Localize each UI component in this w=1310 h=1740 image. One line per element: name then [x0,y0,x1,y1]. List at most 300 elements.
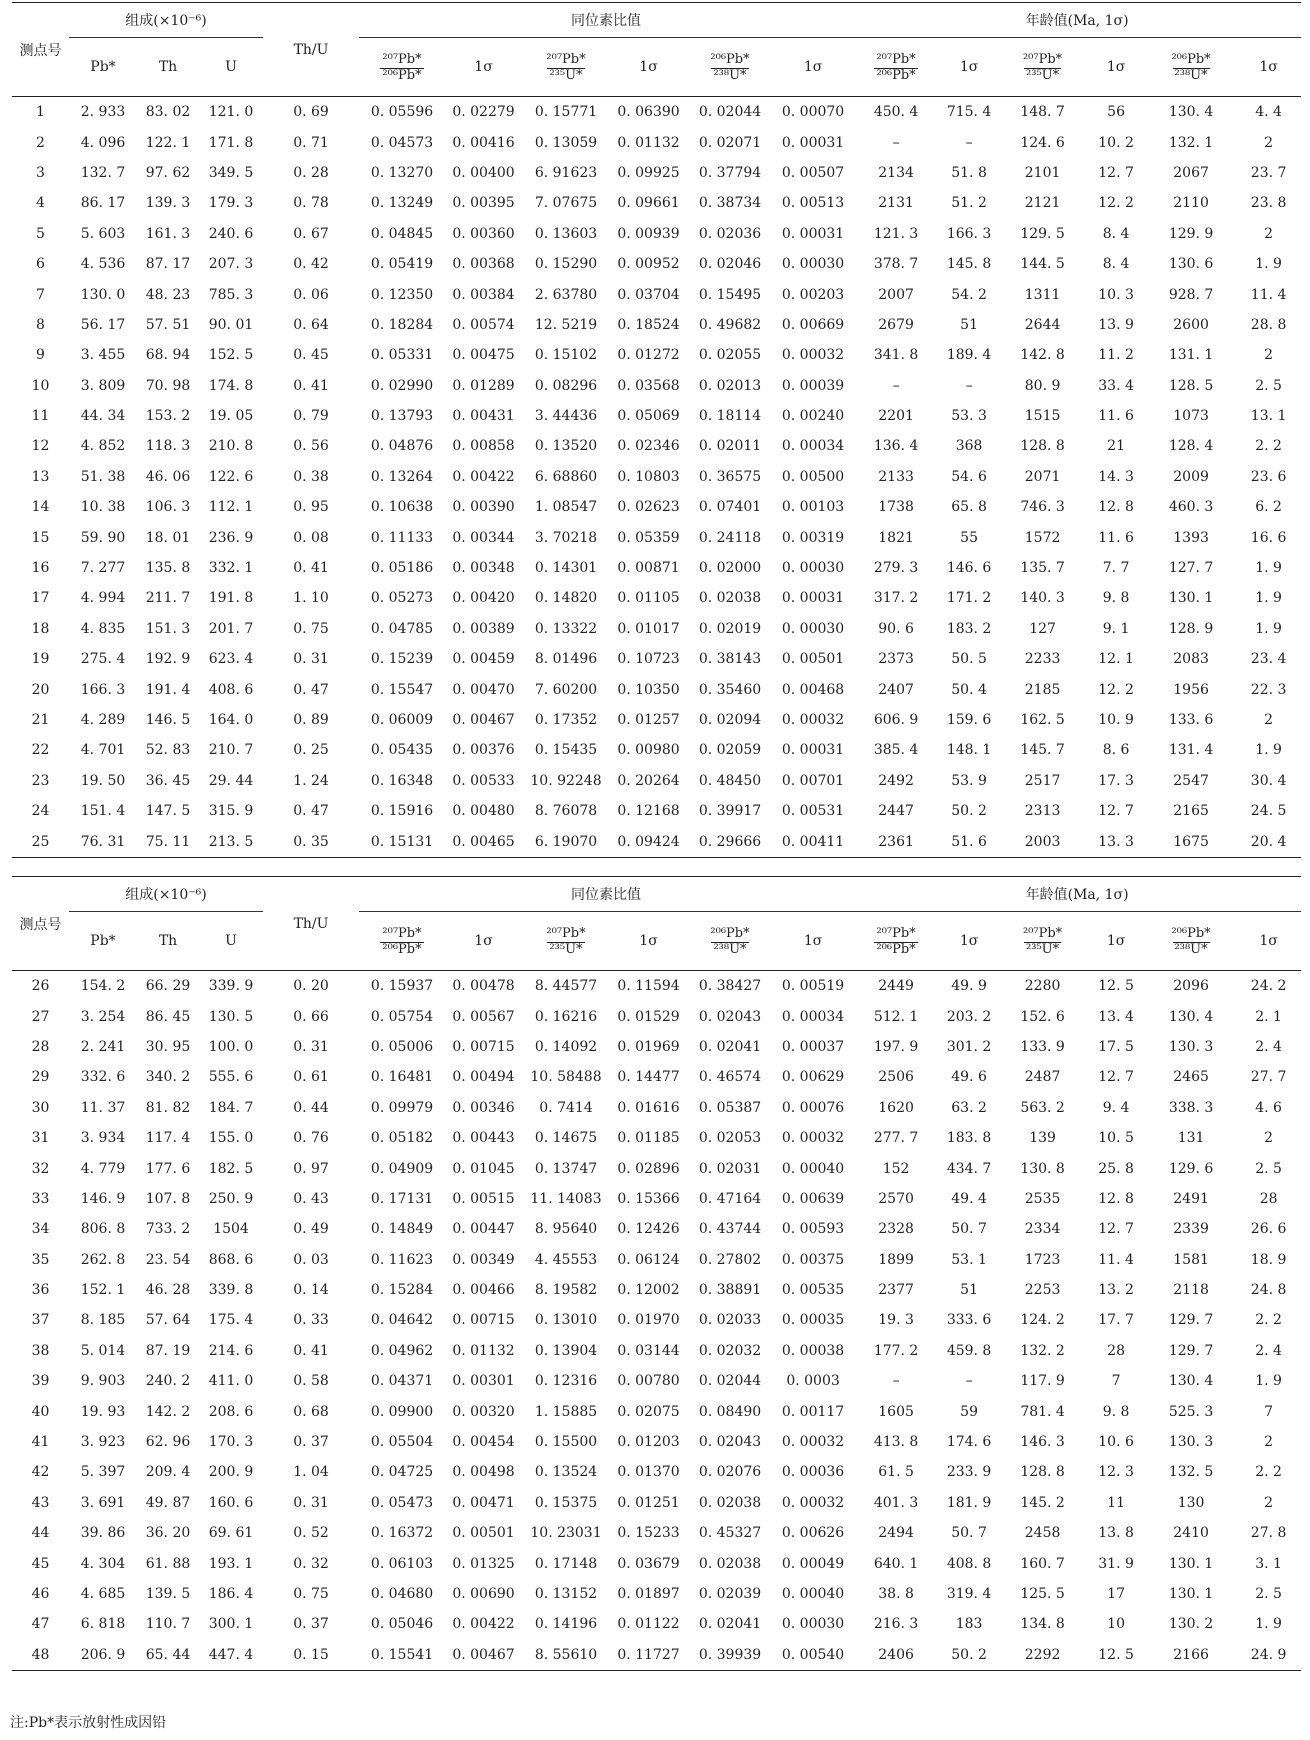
table-cell: 0. 00952 [617,256,680,273]
table-cell: 170. 3 [208,1434,254,1451]
table-cell: 1515 [1024,408,1061,425]
table-cell: 0. 00639 [781,1190,845,1207]
table-cell: 0. 00040 [781,1586,845,1602]
table-cell: 0. 15366 [617,1190,680,1207]
table-cell: 12. 7 [1098,803,1134,820]
table-cell: 4. 304 [80,1555,126,1572]
table-cell: 210. 8 [208,438,254,455]
table-cell: 0. 01370 [617,1464,680,1481]
table-cell: 122. 6 [208,468,254,485]
table-cell: 0. 03704 [617,286,680,303]
table-cell: 21 [1107,438,1125,455]
table-row [12,644,1301,674]
table-cell: 10. 6 [1098,1434,1134,1451]
table-cell: 59. 90 [80,529,126,546]
table-cell: 2. 2 [1255,1312,1282,1329]
table-row [12,1336,1301,1366]
table-cell: 0. 02041 [698,1038,762,1055]
table-cell: 87. 17 [145,256,191,273]
table-cell: 0. 01045 [452,1160,515,1177]
table-cell: 0. 00470 [452,681,515,698]
table-cell: 2201 [878,408,914,425]
table-cell: 0. 15495 [698,286,762,303]
table-cell: 0. 11727 [610,1640,687,1671]
table-cell: 30. 95 [145,1038,191,1055]
table-cell: 1581 [1173,1251,1209,1268]
table-row [12,766,1301,796]
table-cell: 0. 11133 [370,529,434,546]
table-cell: 5. 397 [80,1464,126,1481]
table-cell: 0. 00467 [452,712,515,728]
table-cell: 12. 1 [1098,651,1134,668]
table-cell: 38. 8 [878,1586,914,1602]
table-cell: 0. 00384 [452,286,515,303]
table-cell: 164. 0 [208,712,254,728]
table-cell: 0. 47164 [698,1190,762,1207]
table-cell: 17. 7 [1098,1312,1134,1329]
table-cell: 240. 6 [208,225,254,242]
table-cell: 0. 01203 [617,1434,680,1451]
table-cell: 130. 3 [1168,1038,1214,1055]
table-cell: 17 [31,590,50,607]
table-cell: 33. 4 [1098,377,1134,394]
table-cell: 128. 4 [1168,438,1214,455]
table-cell: 0. 01897 [617,1586,680,1602]
table-cell: 97. 62 [145,164,191,181]
table-cell: 0. 00494 [452,1069,515,1086]
table-cell: 192. 9 [145,651,191,668]
table-cell: 183 [955,1616,983,1633]
table-cell: 0. 02032 [698,1342,762,1359]
table-cell: 0. 09925 [617,164,680,181]
table-cell: 0. 00431 [452,408,515,425]
table-cell: 59 [960,1403,978,1420]
table-cell: 87. 19 [145,1342,191,1359]
table-cell: 0. 00031 [781,134,845,151]
table-cell: 11. 6 [1098,408,1134,425]
header-isotope-ratio: 同位素比值 [359,3,853,38]
table-cell: 207. 3 [208,256,254,273]
frac-denominator: ²³⁸U* [1174,941,1208,957]
table-cell: 0. 02094 [698,712,762,728]
table-cell: 130. 1 [1168,1586,1214,1602]
table-cell: 10. 58488 [530,1069,602,1086]
table-cell: 0. 13322 [534,620,598,637]
table-cell: 0. 00498 [452,1464,515,1481]
header-age: 年龄值(Ma, 1σ) [853,877,1301,912]
table-cell: 240. 2 [145,1373,191,1390]
table-cell: 177. 6 [145,1160,191,1177]
table-cell: 0. 02036 [698,225,762,242]
table-cell: 277. 7 [873,1130,919,1147]
table-row [12,583,1301,613]
header-ratio-207-206 [359,912,445,971]
table-cell: 0. 00422 [452,468,515,485]
table-cell: 2. 5 [1255,1160,1282,1177]
table-cell: 460. 3 [1168,499,1214,516]
table-cell: 0. 31 [293,1494,329,1511]
table-cell: 4. 4 [1255,104,1282,121]
table-row [12,1488,1301,1518]
table-cell: 13. 1 [1250,408,1287,425]
table-cell: 22. 3 [1250,681,1287,698]
table-cell: 0. 10723 [617,651,680,668]
table-row [12,310,1301,340]
table-row [12,249,1301,279]
table-cell: 200. 9 [208,1464,254,1481]
table-cell: 0. 12350 [370,286,434,303]
table-cell: 0. 06390 [617,104,680,121]
table-cell: 61. 88 [145,1555,191,1572]
table-cell: 147. 5 [145,803,191,820]
header-pb: Pb* [69,38,137,97]
table-cell: 110. 7 [145,1616,191,1633]
table-cell: 3. 923 [80,1434,126,1451]
table-cell: 14. 3 [1098,468,1134,485]
table-cell: 24. 5 [1250,803,1287,820]
table-cell: 3. 70218 [534,529,598,546]
table-cell: 3. 1 [1255,1555,1282,1572]
table-cell: 0. 05504 [370,1434,434,1451]
header-sigma: 1σ [939,912,999,971]
table-cell: 1. 24 [293,772,329,789]
table-cell: 262. 8 [80,1251,126,1268]
table-cell: 10 [1107,1616,1125,1633]
table-cell: 0. 00533 [452,772,515,789]
table-cell: 0. 00701 [781,772,845,789]
table-cell: 301. 2 [946,1038,992,1055]
table-cell: 0. 02031 [698,1160,762,1177]
table-cell: 83. 02 [145,104,191,121]
table-cell: 12. 3 [1098,1464,1134,1481]
table-cell: 0. 00031 [781,225,845,242]
header-age-207-235 [999,38,1086,97]
table-cell: 6 [36,256,45,273]
table-cell: 1. 9 [1255,1373,1282,1390]
table-row [12,401,1301,431]
table-cell: 19. 3 [878,1312,914,1329]
table-cell: 0. 12002 [617,1282,680,1299]
table-cell: 124. 2 [1020,1312,1065,1329]
table-cell: 0. 01272 [617,347,680,364]
table-cell: 0. 00501 [781,651,845,668]
table-cell: 211. 7 [145,590,191,607]
table-cell: 0. 01132 [452,1342,515,1359]
table-cell: 4. 685 [80,1586,126,1602]
table-cell: 6. 91623 [534,164,598,181]
table-cell: 213. 5 [199,826,263,857]
table-cell: 332. 6 [80,1069,126,1086]
table-cell: 49. 87 [145,1494,191,1511]
table-cell: 0. 44 [293,1099,329,1116]
table-cell: 0. 00346 [452,1099,515,1116]
table-cell: 0. 06103 [370,1555,434,1572]
table-cell: 0. 04909 [370,1160,434,1177]
table-cell: 0. 04642 [370,1312,434,1329]
table-cell: 2465 [1173,1069,1209,1086]
table-cell: 0. 00319 [781,529,845,546]
table-cell: 23. 7 [1250,164,1287,181]
table-cell: 0. 00038 [781,1342,845,1359]
table-cell: 0. 00447 [452,1221,515,1238]
table-cell: 118. 3 [145,438,191,455]
table-cell: 2003 [999,826,1086,857]
header-point-no: 测点号 [12,877,69,971]
table-cell: 42 [31,1464,50,1481]
table-cell: 0. 13152 [534,1586,598,1602]
table-cell: 0. 08 [293,529,329,546]
table-cell: 37 [31,1312,50,1329]
table-cell: 0. 17352 [534,712,598,728]
table-cell: 447. 4 [199,1640,263,1671]
table-cell: 0. 09900 [370,1403,434,1420]
table-cell: 0. 69 [293,104,329,121]
table-cell: 2517 [1024,772,1061,789]
table-cell: 0. 00626 [781,1525,845,1542]
table-cell: 11. 6 [1098,529,1134,546]
table-cell: 0. 15435 [534,742,598,759]
table-cell: 0. 03 [293,1251,329,1268]
table-cell: 868. 6 [208,1251,254,1268]
table-cell: 0. 38734 [698,195,762,212]
table-cell: 131. 4 [1168,742,1214,759]
table-cell: 1620 [878,1099,914,1116]
table-cell: 131 [1177,1130,1205,1147]
table-cell: 0. 00480 [452,803,515,820]
table-cell: 193. 1 [208,1555,254,1572]
table-cell: 1956 [1173,681,1209,698]
frac-denominator: ²⁰⁶Pb* [876,941,916,957]
table-cell: 2009 [1173,468,1209,485]
table-cell: 0. 05473 [370,1494,434,1511]
table-cell: 0. 00416 [452,134,515,151]
table-row [12,735,1301,765]
table-cell: 0. 00540 [773,1640,853,1671]
frac-numerator: ²⁰⁶Pb* [710,51,750,67]
table-cell: 0. 38891 [698,1282,762,1299]
frac-numerator: ²⁰⁷Pb* [546,51,586,67]
table-cell: 20 [31,681,50,698]
table-2-body [12,971,1301,1671]
header-sigma: 1σ [773,38,853,97]
table-cell: 0. 00039 [781,377,845,394]
table-cell: 129. 7 [1168,1342,1214,1359]
table-cell: 2600 [1173,316,1209,333]
table-cell: 0. 00203 [781,286,845,303]
table-cell: 203. 2 [946,1008,992,1025]
table-cell: 130. 3 [1168,1434,1214,1451]
table-cell: 0. 00501 [452,1525,515,1542]
table-cell: 1311 [1024,286,1061,303]
header-sigma: 1σ [1236,912,1301,971]
table-cell: 0. 04680 [370,1586,434,1602]
table-cell: 20. 4 [1236,826,1301,857]
table-cell: 26. 6 [1250,1221,1287,1238]
table-cell: 24. 2 [1250,978,1287,995]
table-cell: 733. 2 [145,1221,191,1238]
table-cell: 0. 02011 [698,438,762,455]
table-cell: 0. 00030 [781,560,845,577]
frac-denominator: ²³⁵U* [549,67,583,83]
table-cell: 0. 03679 [617,1555,680,1572]
table-cell: 17. 5 [1098,1038,1134,1055]
table-cell: 0. 15131 [359,826,445,857]
table-cell: 130. 1 [1168,1555,1214,1572]
table-cell: 3. 455 [80,347,126,364]
table-cell: 6. 818 [80,1616,126,1633]
table-cell: 2679 [878,316,914,333]
header-ratio-207-235 [522,38,610,97]
table-cell: 122. 1 [145,134,191,151]
table-cell: 76. 31 [69,826,137,857]
table-cell: 0. 31 [293,651,329,668]
table-cell: 368 [955,438,983,455]
table-cell: 56. 17 [80,316,126,333]
table-cell: 0. 05596 [370,104,434,121]
table-row [12,1427,1301,1457]
table-cell: 12. 7 [1098,1221,1134,1238]
table-row [12,522,1301,552]
table-cell: 19. 05 [208,408,254,425]
table-cell: 14 [31,499,50,516]
table-cell: 129. 9 [1168,225,1214,242]
table-cell: 2339 [1173,1221,1209,1238]
table-cell: 4. 852 [80,438,126,455]
table-cell: 21 [31,712,50,728]
table-cell: 0. 03568 [617,377,680,394]
header-sigma: 1σ [1086,912,1146,971]
table-cell: 2096 [1173,978,1209,995]
table-cell: 6. 19070 [522,826,610,857]
table-cell: 1. 9 [1255,256,1282,273]
table-cell: 3. 44436 [534,408,598,425]
table-cell: 0. 06 [293,286,329,303]
table-cell: 44 [31,1525,50,1542]
table-cell: 0. 15500 [534,1434,598,1451]
table-cell: 0. 14 [293,1282,329,1299]
table-cell: 0. 15 [263,1640,359,1671]
table-cell: 0. 17131 [370,1190,434,1207]
table-cell: 145. 2 [1020,1494,1065,1511]
table-cell: 0. 79 [293,408,329,425]
table-cell: 333. 6 [946,1312,992,1329]
header-age-207-235 [999,912,1086,971]
table-cell: 0. 64 [293,316,329,333]
table-cell: 0. 07401 [698,499,762,516]
header-age-206-238 [1146,912,1236,971]
table-cell: 0. 04573 [370,134,434,151]
table-cell: 183. 2 [946,620,992,637]
table-cell: 175. 4 [208,1312,254,1329]
table-cell: 0. 00467 [445,1640,522,1671]
table-cell: 0. 01529 [617,1008,680,1025]
table-cell: 4. 536 [80,256,126,273]
table-cell: 0. 12426 [617,1221,680,1238]
table-cell: 0. 00032 [781,1494,845,1511]
table-cell: 1504 [213,1221,249,1238]
table-cell: 49. 9 [951,978,987,995]
table-cell: 51. 38 [80,468,126,485]
table-cell: 23. 54 [145,1251,191,1268]
table-cell: 112. 1 [208,499,254,516]
table-cell: 0. 47 [293,681,329,698]
table-cell: 25 [12,826,69,857]
table-cell: 50. 2 [951,803,987,820]
table-cell: 0. 00420 [452,590,515,607]
table-cell: 51. 8 [951,164,987,181]
table-cell: 2133 [878,468,914,485]
table-cell: 0. 61 [293,1069,329,1086]
table-cell: 25. 8 [1098,1160,1134,1177]
table-cell: 2 [1264,712,1274,728]
table-cell: 0. 12316 [534,1373,598,1390]
table-cell: 171. 2 [946,590,992,607]
table-cell: 16. 6 [1250,529,1287,546]
table-cell: 0. 02019 [698,620,762,637]
table-cell: 121. 0 [208,104,254,121]
table-cell: 0. 02033 [698,1312,762,1329]
table-cell: 124. 6 [1020,134,1065,151]
table-cell: 5. 014 [80,1342,126,1359]
table-cell: 2233 [1024,651,1061,668]
table-cell: 4. 701 [80,742,126,759]
table-cell: 162. 5 [1020,712,1065,728]
table-cell: 174. 8 [208,377,254,394]
table-cell: 36 [31,1282,50,1299]
table-cell: 23 [31,772,50,789]
table-cell: 0. 41 [293,377,329,394]
table-cell: 127. 7 [1168,560,1214,577]
table-cell: 0. 16216 [534,1008,598,1025]
table-cell: 0. 00301 [452,1373,515,1390]
table-cell: 2447 [878,803,914,820]
frac-denominator: ²⁰⁶Pb* [382,941,422,957]
table-cell: 151. 3 [145,620,191,637]
table-cell: 0. 01257 [617,712,680,728]
table-cell: 0. 02896 [617,1160,680,1177]
table-cell: 0. 13904 [534,1342,598,1359]
table-cell: 0. 00030 [781,1616,845,1633]
table-cell: 1. 15885 [534,1403,598,1420]
table-cell: 0. 00411 [773,826,853,857]
table-cell: 130. 4 [1168,104,1214,121]
table-cell: 136. 4 [873,438,919,455]
table-cell: 130. 0 [80,286,126,303]
header-composition: 组成(×10⁻⁶) [69,3,263,38]
table-cell: 127 [1029,620,1056,637]
table-cell: 1. 08547 [534,499,598,516]
table-cell: 0. 47 [293,803,329,820]
table-cell: 250. 9 [208,1190,254,1207]
table-row [12,279,1301,309]
table-cell: 0. 02059 [698,742,762,759]
table-cell: 51 [960,1282,978,1299]
table-cell: 0. 43 [293,1190,329,1207]
table-row [12,431,1301,461]
table-cell: 129. 5 [1020,225,1065,242]
table-row [12,1275,1301,1305]
table-cell: 154. 2 [80,978,126,995]
table-cell: 132. 2 [1020,1342,1065,1359]
table-cell: 2083 [1173,651,1209,668]
table-cell: 1572 [1024,529,1061,546]
table-cell: 12. 7 [1098,164,1134,181]
table-cell: 0. 01970 [617,1312,680,1329]
table-cell: 512. 1 [873,1008,919,1025]
table-cell: 0. 14675 [534,1130,598,1147]
table-cell: 135. 8 [145,560,191,577]
table-cell: 7. 277 [80,560,126,577]
